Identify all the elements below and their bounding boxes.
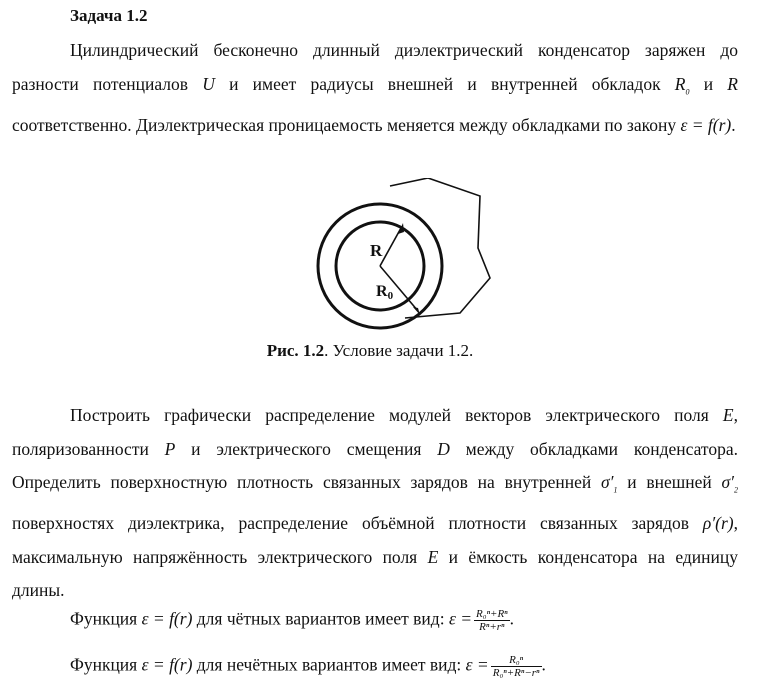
label-R: R: [370, 241, 383, 260]
numerator-odd: R₀ⁿ: [491, 654, 542, 667]
var-P: P: [164, 438, 176, 459]
var-R0: $R_0$: [674, 73, 690, 96]
fraction-even: [474, 608, 510, 633]
problem-title: Задача 1.2: [70, 6, 148, 25]
var-R: R: [727, 73, 738, 94]
problem-statement: Цилиндрический бесконечно длинный диэлектрический конденсатор заряжен до разности потенциалов U и имеет радиусы внешней и внутренней обкладок $R_0$ и R соответственно. Диэлектрическая проницаемость меняется между обкладками по закону ε = f(r).: [12, 40, 738, 135]
var-rho: ρ′(r): [702, 513, 734, 533]
denominator-even: Rⁿ+rⁿ: [479, 621, 505, 633]
task-statement: Построить графически распределение модулей векторов электрического поля E, поляризованности P и электрического смещения D между обкладками конденсатора. Определить поверхностную плотность связанных зарядов на внутренней $\sigma'_1$ и внешней $\sigma'_2$ поверхностях диэлектрика, распределение объёмной плотности связанных зарядов ρ′(r), максимальную напряжённость электрического поля E и ёмкость конденсатора на единицу длины.: [12, 405, 738, 600]
eps-lhs-odd: ε =: [465, 654, 489, 675]
denominator-odd: R₀ⁿ+Rⁿ−rⁿ: [492, 667, 540, 679]
intro-text-4: соответственно. Диэлектрическая проницаемость меняется между обкладками по закону: [12, 114, 681, 135]
label-R0: R0: [376, 283, 394, 302]
figure-caption: Рис. 1.2. Условие задачи 1.2.: [266, 341, 474, 360]
var-sigma1: $\sigma'_1$: [600, 472, 618, 495]
var-E: E: [722, 405, 734, 425]
law-formula: ε = f(r): [680, 114, 732, 135]
intro-text-2: и имеет радиусы внешней и внутренней обкладок: [214, 73, 675, 94]
numerator-even: R₀ⁿ+Rⁿ: [476, 608, 508, 620]
law-even: ε = f(r): [141, 608, 193, 629]
formula-even: Функция ε = f(r) для чётных вариантов имеет вид: ε = $\frac{\text{R₀ⁿ+Rⁿ}}{\text{Rⁿ+rⁿ}}$ .: [70, 608, 515, 633]
radius-R0-arrowhead: [413, 307, 420, 315]
intro-text-1: Цилиндрический бесконечно длинный диэлектрический конденсатор заряжен до разности потенциалов: [12, 40, 738, 94]
intro-text-3: и: [689, 73, 728, 94]
var-sigma2: $\sigma'_2$: [721, 472, 738, 495]
var-D: D: [437, 438, 450, 459]
var-U: U: [202, 73, 215, 94]
law-odd: ε = f(r): [141, 654, 193, 675]
radius-R-arrow-line: [380, 228, 401, 266]
capacitor-figure: [310, 178, 500, 338]
formula-odd: Функция ε = f(r) для нечётных вариантов имеет вид: ε = $\frac{\text{R₀ⁿ}}{\text{R₀ⁿ+Rⁿ−rⁿ}}$ .: [70, 654, 546, 679]
var-E-max: E: [427, 546, 439, 567]
eps-lhs-even: ε =: [448, 608, 473, 629]
fraction-odd: [491, 654, 542, 679]
